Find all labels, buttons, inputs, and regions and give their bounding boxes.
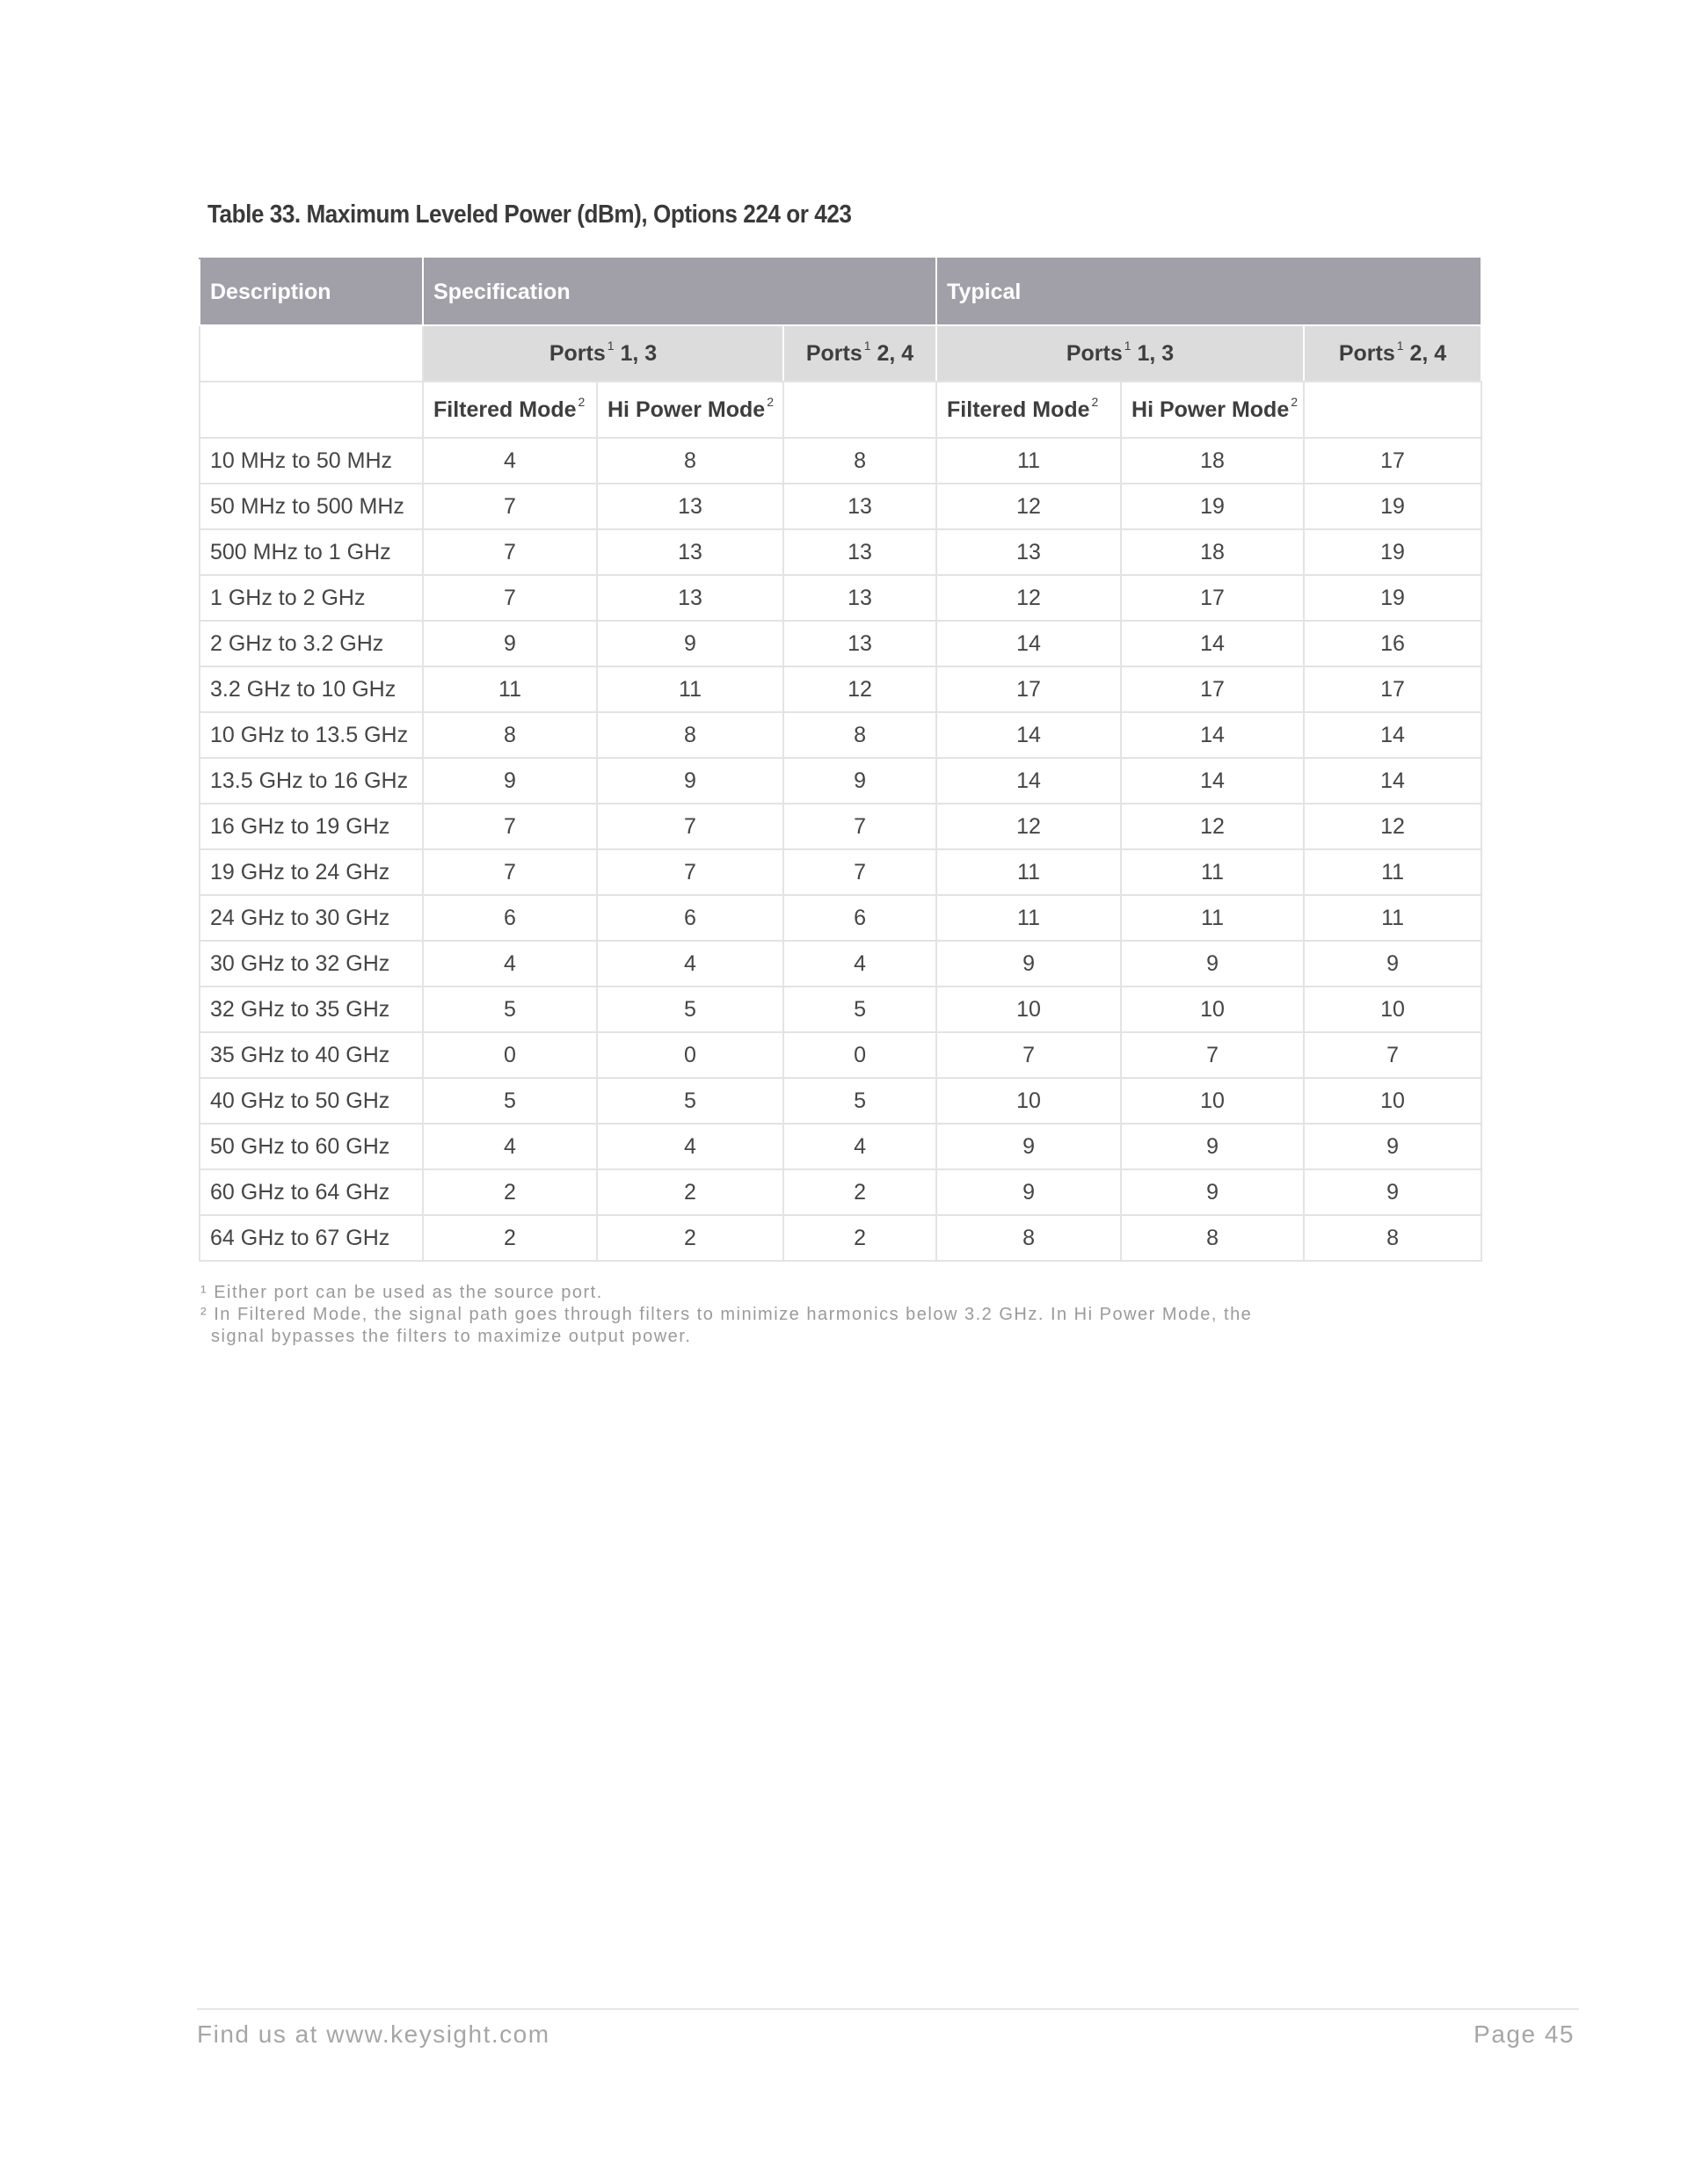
cell-value: 12 (936, 484, 1121, 529)
cell-value: 13 (936, 529, 1121, 575)
cell-value: 10 (1304, 986, 1481, 1032)
cell-value: 11 (936, 438, 1121, 484)
cell-value: 17 (936, 666, 1121, 712)
cell-value: 9 (423, 621, 597, 666)
cell-value: 14 (1121, 712, 1304, 758)
cell-value: 10 (1304, 1078, 1481, 1124)
ports-header-blank (200, 325, 423, 382)
cell-value: 4 (423, 941, 597, 986)
cell-value: 4 (423, 438, 597, 484)
cell-value: 17 (1121, 666, 1304, 712)
cell-value: 7 (1304, 1032, 1481, 1078)
mode-header-row (200, 382, 1481, 438)
row-description: 32 GHz to 35 GHz (200, 986, 423, 1032)
table-row (200, 941, 1481, 986)
footnote-ref-2: 2 (1291, 394, 1299, 409)
row-description: 40 GHz to 50 GHz (200, 1078, 423, 1124)
cell-value: 2 (783, 1215, 936, 1261)
row-description: 30 GHz to 32 GHz (200, 941, 423, 986)
cell-value: 6 (783, 895, 936, 941)
footnote-2: ² In Filtered Mode, the signal path goes through filters to minimize harmonics below 3.2 GHz. In Hi Power Mode, the (200, 1305, 1253, 1324)
row-description: 3.2 GHz to 10 GHz (200, 666, 423, 712)
cell-value: 8 (597, 438, 783, 484)
cell-value: 11 (936, 849, 1121, 895)
cell-value: 8 (783, 712, 936, 758)
cell-value: 9 (783, 758, 936, 804)
footnote-ref-1: 1 (1396, 338, 1404, 353)
cell-value: 2 (423, 1169, 597, 1215)
cell-value: 9 (423, 758, 597, 804)
table-row (200, 1124, 1481, 1169)
cell-value: 6 (423, 895, 597, 941)
header-spec-ports-1-3: Ports $^1$ 1, 3 (423, 325, 783, 382)
cell-value: 4 (597, 941, 783, 986)
cell-value: 9 (597, 621, 783, 666)
cell-value: 5 (597, 986, 783, 1032)
row-description: 64 GHz to 67 GHz (200, 1215, 423, 1261)
table-row (200, 1169, 1481, 1215)
cell-value: 7 (423, 529, 597, 575)
cell-value: 17 (1121, 575, 1304, 621)
cell-value: 7 (783, 849, 936, 895)
cell-value: 4 (597, 1124, 783, 1169)
cell-value: 14 (936, 758, 1121, 804)
cell-value: 8 (1304, 1215, 1481, 1261)
cell-value: 11 (1304, 849, 1481, 895)
cell-value: 10 (1121, 986, 1304, 1032)
cell-value: 5 (423, 986, 597, 1032)
table-row (200, 1215, 1481, 1261)
table-row (200, 621, 1481, 666)
header-typ-hi-power-mode: Hi Power Mode $^2$ (1121, 382, 1304, 438)
cell-value: 8 (1121, 1215, 1304, 1261)
cell-value: 7 (1121, 1032, 1304, 1078)
cell-value: 2 (597, 1169, 783, 1215)
cell-value: 9 (1121, 1169, 1304, 1215)
cell-value: 4 (783, 941, 936, 986)
cell-value: 9 (1121, 941, 1304, 986)
footnote-1: ¹ Either port can be used as the source port. (200, 1283, 603, 1302)
cell-value: 18 (1121, 438, 1304, 484)
row-description: 500 MHz to 1 GHz (200, 529, 423, 575)
table-row (200, 666, 1481, 712)
header-specification: Specification (423, 258, 936, 325)
cell-value: 14 (1304, 758, 1481, 804)
cell-value: 19 (1304, 484, 1481, 529)
cell-value: 8 (783, 438, 936, 484)
cell-value: 14 (1121, 758, 1304, 804)
table-row (200, 712, 1481, 758)
cell-value: 9 (936, 1169, 1121, 1215)
header-typ-filtered-mode: Filtered Mode $^2$ (936, 382, 1121, 438)
mode-header-blank (200, 382, 423, 438)
ports-header-row (200, 325, 1481, 382)
cell-value: 13 (597, 484, 783, 529)
cell-value: 9 (936, 1124, 1121, 1169)
header-typ-ports-2-4: Ports $^1$ 2, 4 (1304, 325, 1481, 382)
row-description: 50 MHz to 500 MHz (200, 484, 423, 529)
cell-value: 4 (423, 1124, 597, 1169)
footer-website-link[interactable]: Find us at www.keysight.com (197, 2020, 550, 2048)
row-description: 24 GHz to 30 GHz (200, 895, 423, 941)
header-spec-hi-power-mode: Hi Power Mode $^2$ (597, 382, 783, 438)
header-typ-ports-1-3: Ports $^1$ 1, 3 (936, 325, 1304, 382)
cell-value: 7 (423, 849, 597, 895)
row-description: 13.5 GHz to 16 GHz (200, 758, 423, 804)
cell-value: 11 (936, 895, 1121, 941)
cell-value: 8 (423, 712, 597, 758)
row-description: 60 GHz to 64 GHz (200, 1169, 423, 1215)
cell-value: 9 (1304, 1169, 1481, 1215)
cell-value: 9 (1304, 1124, 1481, 1169)
cell-value: 14 (1121, 621, 1304, 666)
cell-value: 14 (936, 712, 1121, 758)
row-description: 10 GHz to 13.5 GHz (200, 712, 423, 758)
row-description: 35 GHz to 40 GHz (200, 1032, 423, 1078)
cell-value: 7 (423, 575, 597, 621)
table-header-row (200, 258, 1481, 325)
table-row (200, 1032, 1481, 1078)
cell-value: 10 (936, 1078, 1121, 1124)
table-row (200, 575, 1481, 621)
cell-value: 12 (783, 666, 936, 712)
cell-value: 11 (1121, 895, 1304, 941)
cell-value: 11 (597, 666, 783, 712)
row-description: 16 GHz to 19 GHz (200, 804, 423, 849)
cell-value: 17 (1304, 666, 1481, 712)
cell-value: 11 (1121, 849, 1304, 895)
cell-value: 9 (597, 758, 783, 804)
table-row (200, 529, 1481, 575)
footer-divider (197, 2008, 1579, 2010)
footnote-ref-1: 1 (607, 338, 615, 353)
cell-value: 2 (783, 1169, 936, 1215)
table-row (200, 484, 1481, 529)
cell-value: 19 (1304, 529, 1481, 575)
row-description: 50 GHz to 60 GHz (200, 1124, 423, 1169)
table-row (200, 804, 1481, 849)
cell-value: 12 (936, 804, 1121, 849)
footnote-ref-1: 1 (1124, 338, 1131, 353)
cell-value: 9 (1121, 1124, 1304, 1169)
cell-value: 7 (597, 804, 783, 849)
cell-value: 13 (783, 621, 936, 666)
cell-value: 10 (1121, 1078, 1304, 1124)
cell-value: 8 (597, 712, 783, 758)
table-row (200, 849, 1481, 895)
cell-value: 5 (783, 1078, 936, 1124)
header-typical: Typical (936, 258, 1481, 325)
cell-value: 13 (597, 529, 783, 575)
cell-value: 13 (783, 575, 936, 621)
cell-value: 0 (783, 1032, 936, 1078)
cell-value: 7 (597, 849, 783, 895)
row-description: 2 GHz to 3.2 GHz (200, 621, 423, 666)
cell-value: 14 (1304, 712, 1481, 758)
footnote-2-continued: signal bypasses the filters to maximize output power. (211, 1327, 692, 1346)
cell-value: 0 (597, 1032, 783, 1078)
cell-value: 19 (1304, 575, 1481, 621)
table-row (200, 986, 1481, 1032)
row-description: 1 GHz to 2 GHz (200, 575, 423, 621)
cell-value: 2 (423, 1215, 597, 1261)
cell-value: 8 (936, 1215, 1121, 1261)
cell-value: 12 (1304, 804, 1481, 849)
cell-value: 7 (783, 804, 936, 849)
header-description: Description (200, 258, 423, 325)
page-number: Page 45 (1473, 2020, 1575, 2048)
footnote-ref-2: 2 (1091, 394, 1099, 409)
mode-header-blank (783, 382, 936, 438)
cell-value: 0 (423, 1032, 597, 1078)
header-spec-filtered-mode: Filtered Mode $^2$ (423, 382, 597, 438)
cell-value: 2 (597, 1215, 783, 1261)
cell-value: 6 (597, 895, 783, 941)
cell-value: 4 (783, 1124, 936, 1169)
cell-value: 14 (936, 621, 1121, 666)
cell-value: 9 (936, 941, 1121, 986)
cell-value: 5 (597, 1078, 783, 1124)
header-spec-ports-2-4: Ports $^1$ 2, 4 (783, 325, 936, 382)
table-row (200, 1078, 1481, 1124)
cell-value: 12 (936, 575, 1121, 621)
cell-value: 18 (1121, 529, 1304, 575)
cell-value: 7 (423, 804, 597, 849)
cell-value: 19 (1121, 484, 1304, 529)
cell-value: 11 (423, 666, 597, 712)
cell-value: 12 (1121, 804, 1304, 849)
row-description: 10 MHz to 50 MHz (200, 438, 423, 484)
cell-value: 13 (783, 529, 936, 575)
cell-value: 17 (1304, 438, 1481, 484)
cell-value: 11 (1304, 895, 1481, 941)
table-row (200, 438, 1481, 484)
cell-value: 16 (1304, 621, 1481, 666)
footnote-ref-2: 2 (578, 394, 586, 409)
cell-value: 5 (423, 1078, 597, 1124)
cell-value: 5 (783, 986, 936, 1032)
cell-value: 7 (423, 484, 597, 529)
table-row (200, 758, 1481, 804)
footnote-ref-2: 2 (767, 394, 774, 409)
max-leveled-power-table (199, 258, 1482, 1262)
row-description: 19 GHz to 24 GHz (200, 849, 423, 895)
cell-value: 13 (597, 575, 783, 621)
cell-value: 10 (936, 986, 1121, 1032)
footnotes (200, 1282, 1449, 1348)
table-row (200, 895, 1481, 941)
cell-value: 7 (936, 1032, 1121, 1078)
cell-value: 9 (1304, 941, 1481, 986)
table-title: Table 33. Maximum Leveled Power (dBm), Options 224 or 423 (207, 200, 852, 229)
footnote-ref-1: 1 (863, 338, 871, 353)
cell-value: 13 (783, 484, 936, 529)
mode-header-blank (1304, 382, 1481, 438)
